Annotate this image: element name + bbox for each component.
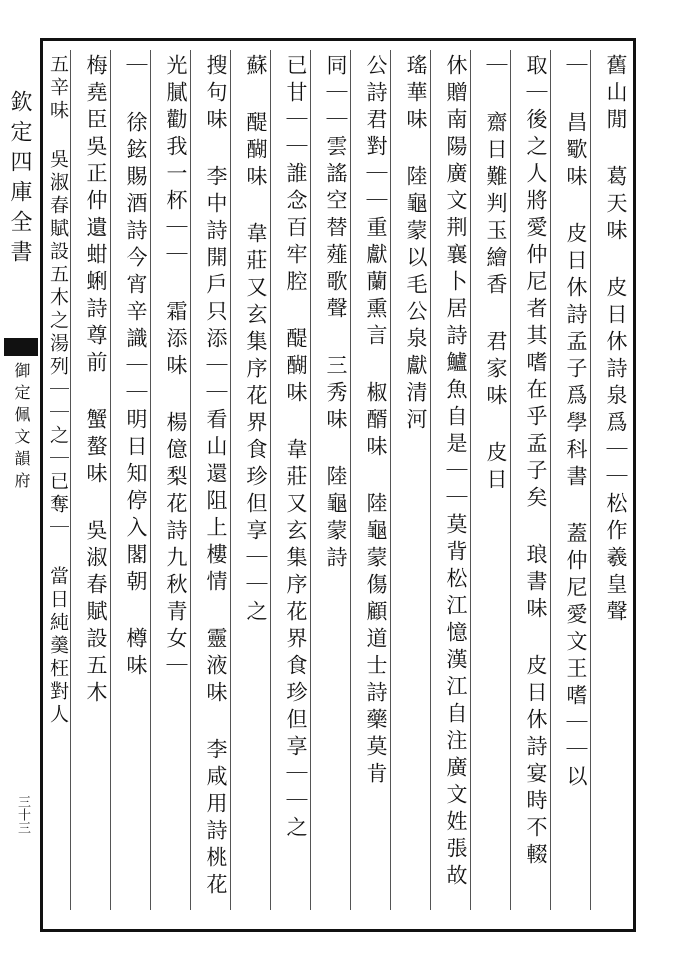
text-column-8: 同｜｜雲謠空替薤歌聲 三秀味 陸龜蒙詩 [324,54,348,573]
black-fishtail-mark [4,338,38,356]
text-column-4: ｜ 齋日難判玉繪香 君家味 皮日 [484,54,508,495]
text-column-5: 休贈南陽廣文荆襄卜居詩鱸魚自是｜｜莫背松江憶漢江自注廣文姓張故 [444,54,468,891]
book-title: 欽定四庫全書 [7,90,32,270]
text-column-3: 取｜後之人將愛仲尼者其嗜在乎孟子矣 琅書味 皮日休詩宴時不輟 [524,54,548,870]
text-column-14: 梅堯臣吳正仲遺蚶蜊詩尊前 蟹螯味 吳淑春賦設五木 [84,54,108,708]
text-column-11: 搜句味 李中詩開戶只添｜｜看山還阻上樓情 靈液味 李咸用詩桃花 [204,54,228,900]
text-column-10: 蘇 醍醐味 韋莊又玄集序花界食珍但享｜｜之 [244,54,268,627]
text-column-6: 瑤華味 陸龜蒙以毛公泉獻清河 [404,54,428,435]
page-margin [0,40,36,930]
text-column-13: ｜ 徐鉉賜酒詩今宵辛識｜｜明日知停入閣朝 樽味 [124,54,148,681]
text-column-15: 五辛味 吳淑春賦設五木之湯列｜｜之｜已奪｜ 當日純羹枉對人 [47,54,69,727]
text-column-9: 已甘｜｜誰念百牢腔 醍醐味 韋莊又玄集序花界食珍但享｜｜之 [284,54,308,843]
text-column-7: 公詩君對｜｜重獻蘭熏言 椒醑味 陸龜蒙傷顧道士詩藥莫肯 [364,54,388,789]
text-column-1: 舊山閒 葛天味 皮日休詩泉爲｜｜松作羲皇聲 [604,54,628,627]
volume-title: 御定佩文韻府 [12,362,31,494]
text-column-2: ｜ 昌歜味 皮日休詩孟子爲學科書 蓋仲尼愛文王嗜｜｜以 [564,54,588,792]
page-number: 三十三 [15,795,30,834]
text-column-12: 光膩勸我一杯｜｜ 霜添味 楊億梨花詩九秋青女｜ [164,54,188,681]
